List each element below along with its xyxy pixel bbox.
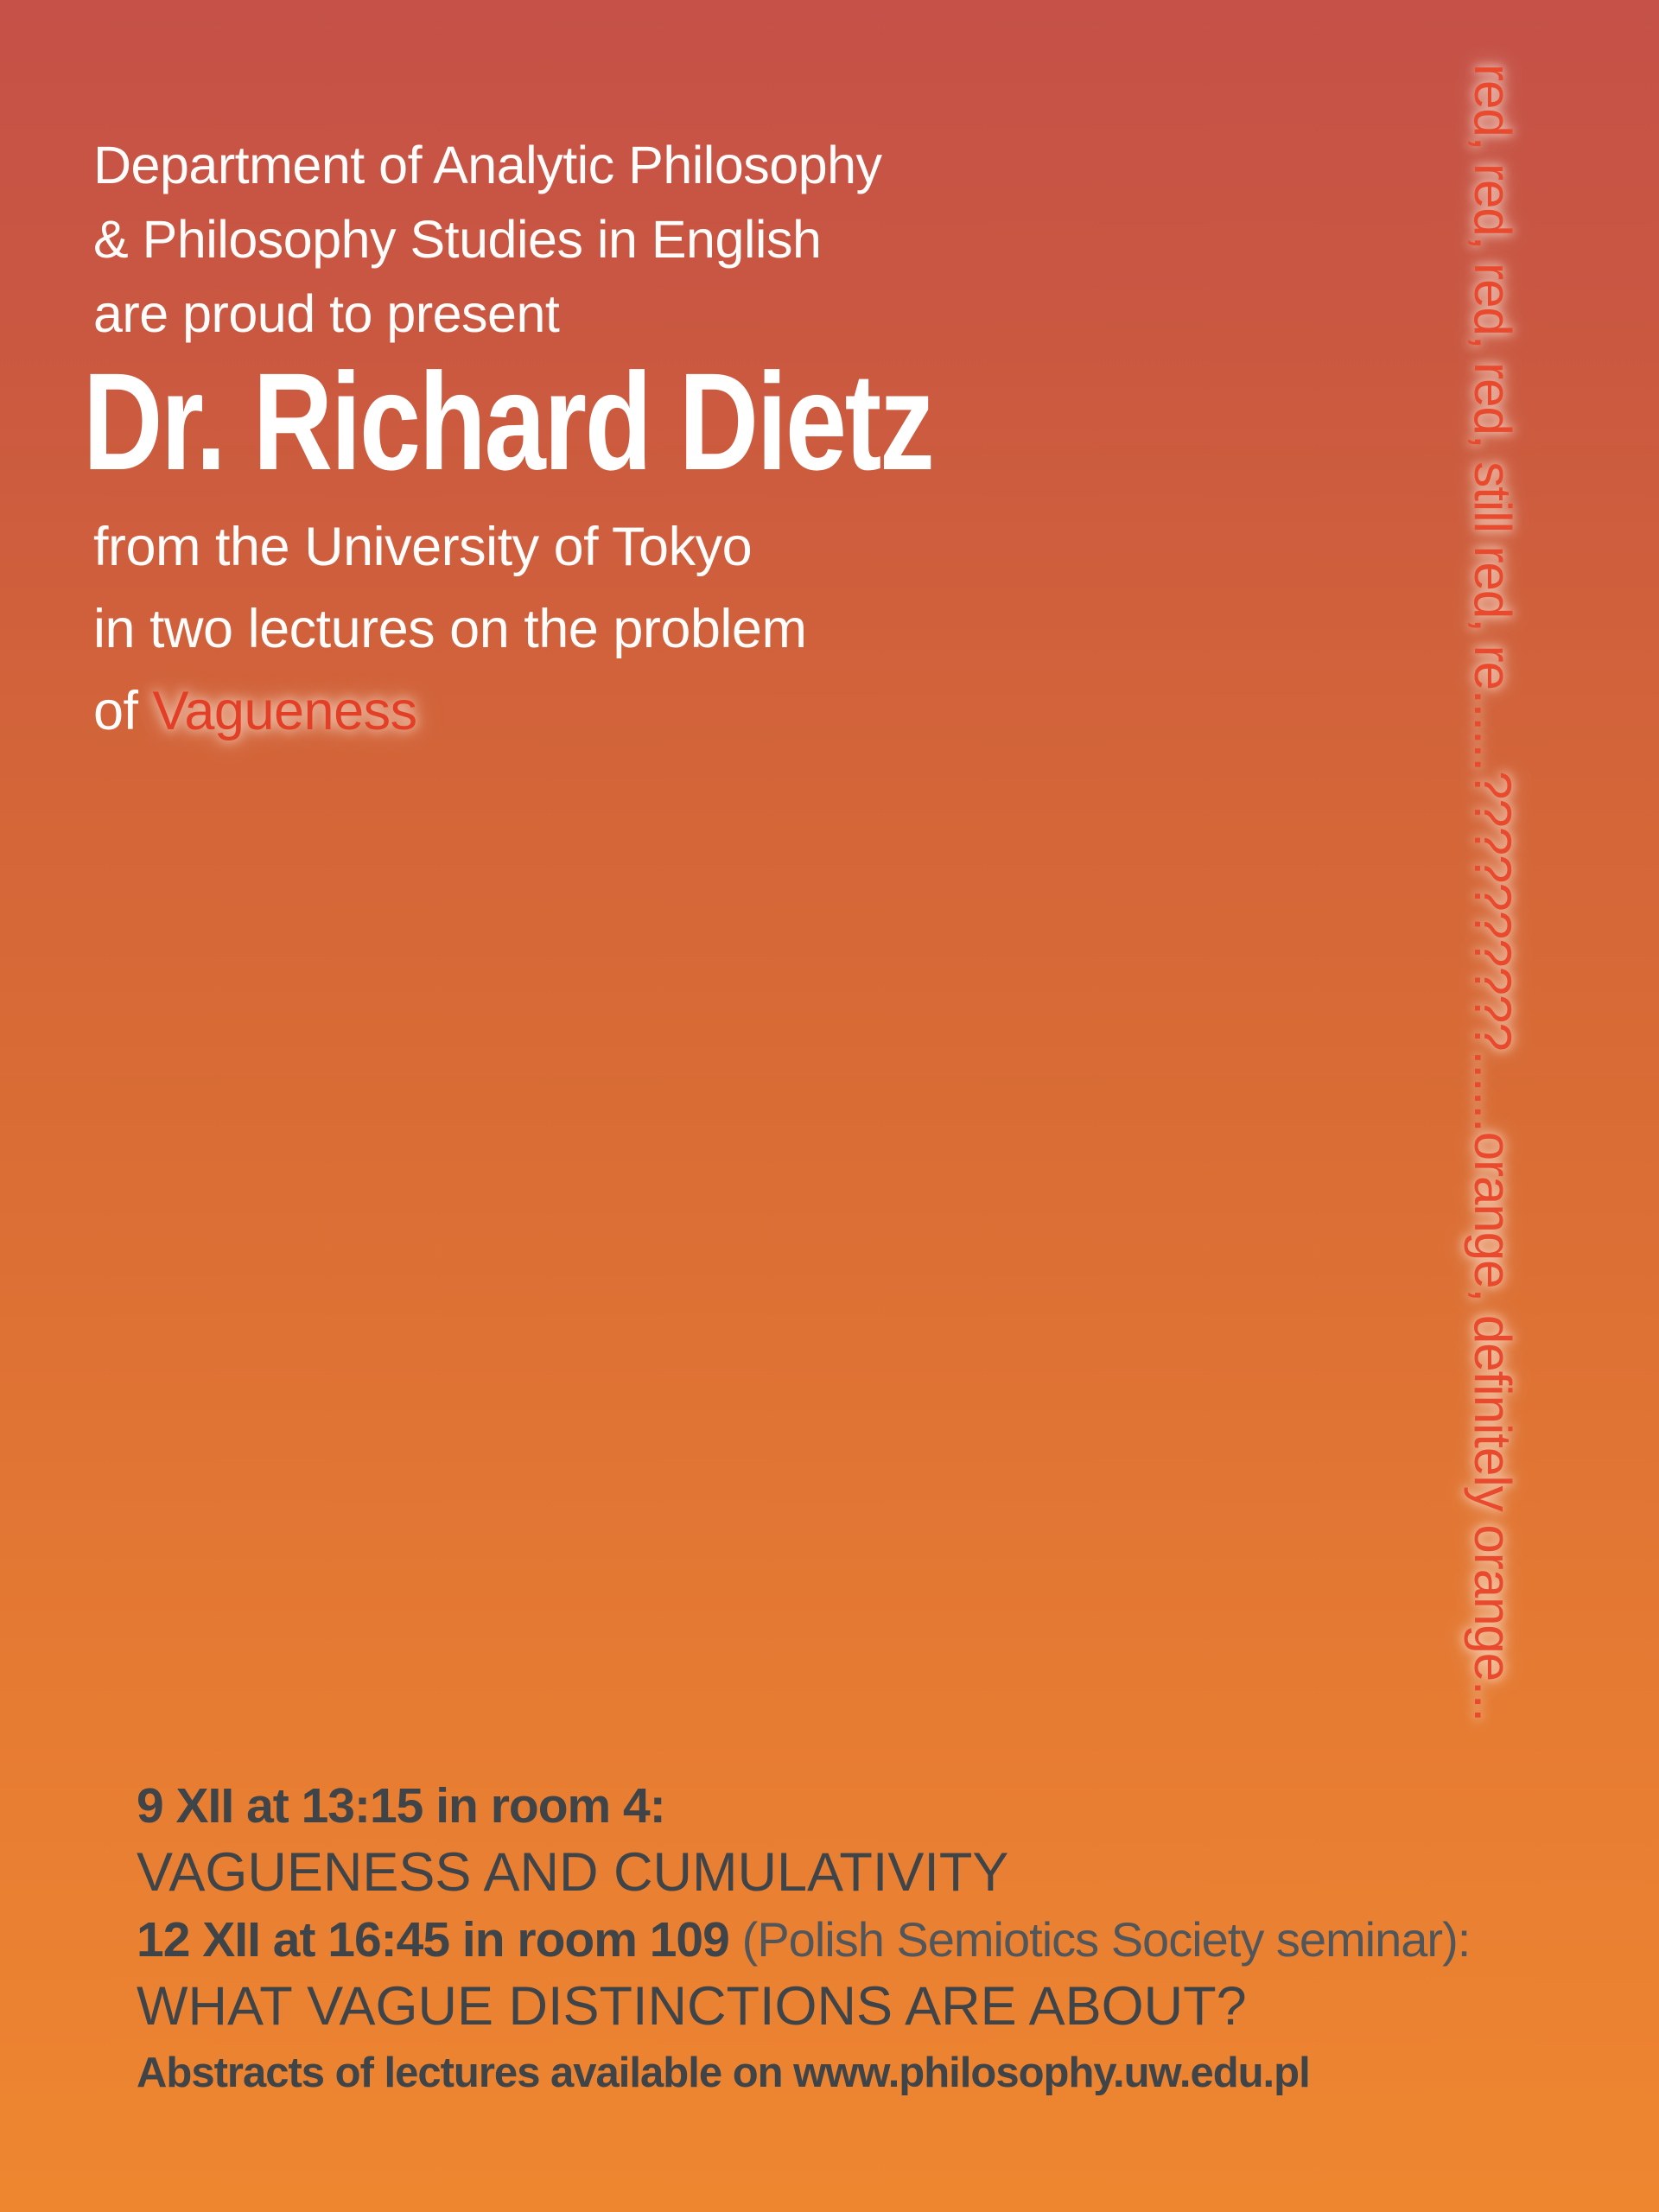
- event2-datetime-text: 12 XII at 16:45 in room 109: [137, 1912, 742, 1967]
- subtitle-text: [93, 506, 806, 753]
- event1-datetime: 9 XII at 13:15 in room 4:: [137, 1778, 665, 1834]
- event1-title: VAGUENESS AND CUMULATIVITY: [137, 1842, 1009, 1903]
- intro-line-2: & Philosophy Studies in English: [93, 210, 822, 269]
- subtitle-line-2: in two lectures on the problem: [93, 599, 807, 659]
- intro-line-3: are proud to present: [93, 284, 560, 343]
- event2-seminar-note: (Polish Semiotics Society seminar):: [741, 1912, 1471, 1967]
- intro-text: [93, 128, 882, 351]
- event2-datetime: [137, 1907, 1470, 1973]
- event2-title: WHAT VAGUE DISTINCTIONS ARE ABOUT?: [137, 1976, 1247, 2037]
- subtitle-prefix: of: [93, 681, 153, 741]
- speaker-name: [83, 344, 1145, 499]
- subtitle-line-1: from the University of Tokyo: [93, 517, 753, 577]
- abstracts-note: Abstracts of lectures available on www.philosophy.uw.edu.pl: [137, 2050, 1310, 2096]
- speaker-name-text: Dr. Richard Dietz: [83, 344, 933, 499]
- vertical-sorites-text: red, red, red, red, still red, re......??????????......orange, definitely orange...: [1464, 64, 1522, 1722]
- vagueness-highlight: Vagueness: [152, 681, 417, 741]
- schedule-block: [137, 1773, 1470, 2105]
- intro-line-1: Department of Analytic Philosophy: [93, 136, 882, 194]
- subtitle-line-3: [93, 671, 806, 753]
